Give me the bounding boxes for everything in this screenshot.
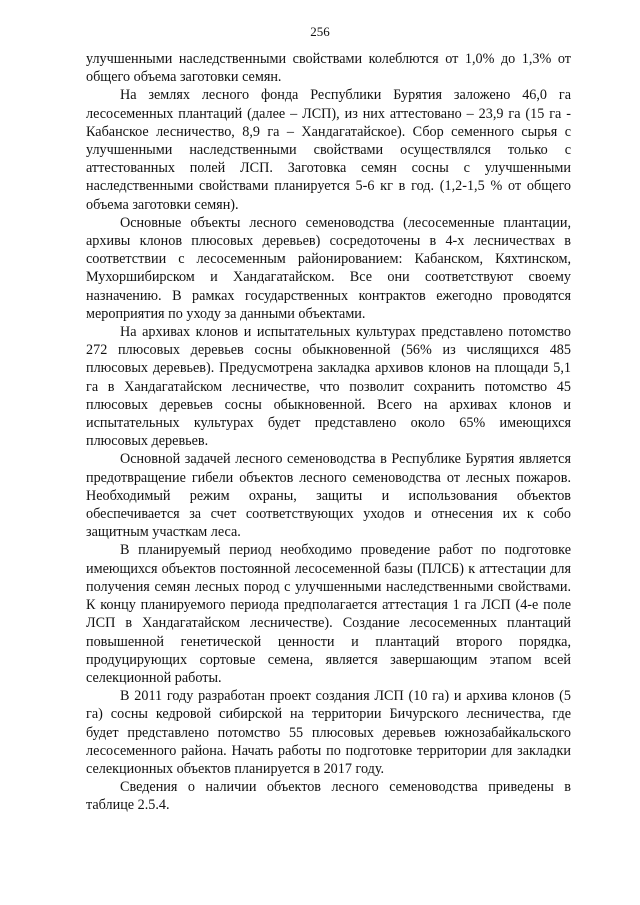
page-number: 256: [310, 24, 330, 39]
paragraph-planned-period: В планируемый период необходимо проведение работ по подготовке имеющихся объектов постоянной лесосеменной базы (ПЛСБ) к аттестации для получения семян лесных пород с улучшенными наследственными свойствами. К концу планируемого периода предполагается аттестация 1 га ЛСП (4-е поле ЛСП в Хандагатайском лесничестве). Создание лесосеменных плантаций повышенной генетической ценности и плантаций второго порядка, продуцирующих сортовые семена, является завершающим этапом всей селекционной работы.: [86, 542, 571, 686]
paragraph-forest-seed-plantations: На землях лесного фонда Республики Бурятия заложено 46,0 га лесосеменных плантаций (далее – ЛСП), из них аттестовано – 23,9 га (15 га - Кабанское лесничество, 8,9 га – Хандагатайское). Сбор семенного сырья с улучшенными наследственными свойствами осуществлялся только с аттестованных полей ЛСП. Заготовка семян сосны с улучшенными наследственными свойствами планируется 5-6 кг в год. (1,2-1,5 % от общего объема заготовки семян).: [86, 87, 571, 213]
paragraph-clone-archives: На архивах клонов и испытательных культурах представлено потомство 272 плюсовых деревьев сосны обыкновенной (56% из числящихся 485 плюсовых деревьев). Предусмотрена закладка архивов клонов на площади 5,1 га в Хандагатайском лесничестве, что позволит сохранить потомство 45 плюсовых деревьев сосны обыкновенной. Всего на архивах клонов и испытательных культурах будет представлено около 65% имеющихся плюсовых деревьев.: [86, 324, 571, 450]
paragraph-main-task: Основной задачей лесного семеноводства в Республике Бурятия является предотвращение гибели объектов лесного семеноводства от лесных пожаров. Необходимый режим охраны, защиты и использования объектов обеспечивается за счет соответствующих уходов и отнесения их к собо защитным участкам леса.: [86, 451, 571, 541]
paragraph-continuation: улучшенными наследственными свойствами колеблются от 1,0% до 1,3% от общего объема заготовки семян.: [86, 51, 571, 86]
page-body: [86, 50, 571, 815]
paragraph-2011-project: В 2011 году разработан проект создания ЛСП (10 га) и архива клонов (5 га) сосны кедровой сибирской на территории Бичурского лесничества, где будет представлено потомство 55 плюсовых деревьев южнозабайкальского лесосеменного района. Начать работы по подготовке территории для закладки селекционных объектов планируется в 2017 году.: [86, 688, 571, 777]
paragraph-table-reference: Сведения о наличии объектов лесного семеноводства приведены в таблице 2.5.4.: [86, 779, 571, 814]
paragraph-main-seed-objects: Основные объекты лесного семеноводства (лесосеменные плантации, архивы клонов плюсовых деревьев) сосредоточены в 4-х лесничествах в соответствии с лесосеменным районированием: Кабанском, Кяхтинском, Мухоршибирском и Хандагатайском. Все они соответствуют своему назначению. В рамках государственных контрактов ежегодно проводятся мероприятия по уходу за данными объектами.: [86, 214, 571, 322]
